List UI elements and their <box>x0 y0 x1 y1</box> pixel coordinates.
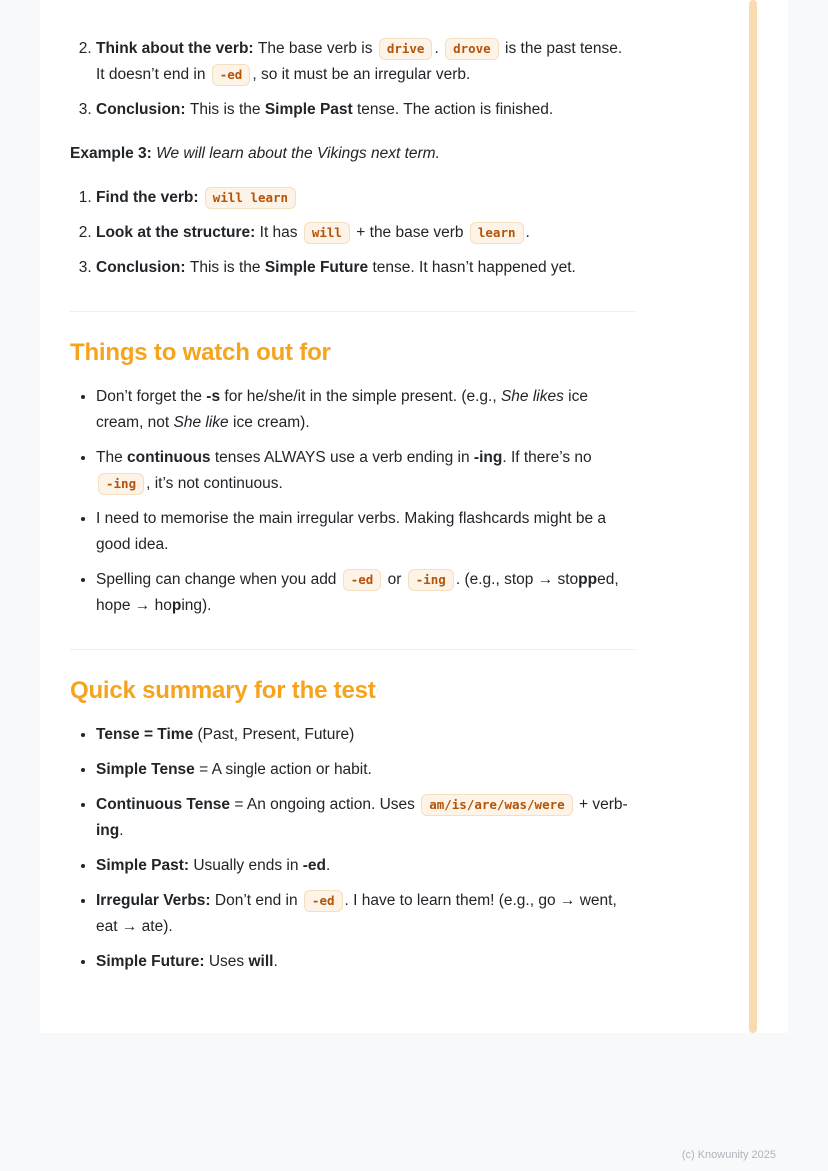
text-segment: This is the <box>189 259 265 276</box>
text-segment: pp <box>578 571 598 588</box>
code-chip: -ed <box>212 64 251 86</box>
code-chip: -ing <box>98 473 144 495</box>
text-segment: The base verb is <box>257 40 377 57</box>
text-segment: ice cream, not <box>96 388 588 431</box>
text-segment: It has <box>259 224 302 241</box>
code-chip: -ed <box>343 569 382 591</box>
code-chip: drove <box>445 38 499 60</box>
list-item <box>96 949 635 975</box>
bullet-list-quick-summary <box>70 722 635 975</box>
text-segment: . <box>119 822 124 839</box>
code-chip: am/is/are/was/were <box>421 794 572 816</box>
text-segment: . If there’s no <box>502 449 592 466</box>
bullet-list-watch-out <box>70 384 635 619</box>
text-segment: + verb- <box>574 796 628 813</box>
list-item <box>96 445 635 497</box>
text-segment: Simple Past <box>264 101 353 118</box>
code-chip: -ed <box>304 890 343 912</box>
text-segment: continuous <box>127 449 211 466</box>
text-segment: Don’t forget the <box>96 388 207 405</box>
text-segment: . <box>434 40 444 57</box>
list-item <box>96 757 635 783</box>
text-segment: p <box>171 597 182 614</box>
text-segment: tenses ALWAYS use a verb ending in <box>210 449 474 466</box>
text-segment: ed, hope → ho <box>96 571 619 614</box>
text-segment: We will learn about the Vikings next term. <box>156 145 440 162</box>
section-heading-watch-out: Things to watch out for <box>70 339 331 366</box>
text-segment: Look at the structure: <box>96 224 260 241</box>
list-item <box>96 722 635 748</box>
numbered-list-steps-2 <box>70 185 635 281</box>
text-segment: will <box>248 953 274 970</box>
text-segment: This is the <box>189 101 265 118</box>
text-segment: Usually ends in <box>189 857 303 874</box>
document-content <box>40 0 635 1033</box>
document-card <box>40 0 788 1033</box>
text-segment: for he/she/it in the simple present. (e.g., <box>220 388 501 405</box>
section-heading-quick-summary: Quick summary for the test <box>70 677 376 704</box>
text-segment: tense. The action is finished. <box>352 101 554 118</box>
text-segment: ing <box>96 822 120 839</box>
list-item <box>96 853 635 879</box>
list-item <box>96 36 635 88</box>
code-chip: learn <box>470 222 524 244</box>
text-segment: = A single action or habit. <box>194 761 372 778</box>
text-segment: , so it must be an irregular verb. <box>252 66 471 83</box>
numbered-list-steps-1 <box>70 36 635 123</box>
text-segment: . <box>326 857 331 874</box>
text-segment: Find the verb: <box>96 189 203 206</box>
text-segment: Uses <box>204 953 249 970</box>
list-item <box>96 97 635 123</box>
text-segment: Conclusion: <box>96 259 190 276</box>
code-chip: drive <box>379 38 433 60</box>
list-item <box>96 255 635 281</box>
text-segment: -ing <box>473 449 503 466</box>
text-segment: Conclusion: <box>96 101 190 118</box>
text-segment: or <box>383 571 406 588</box>
text-segment: ice cream). <box>228 414 310 431</box>
code-chip: will learn <box>205 187 296 209</box>
text-segment: -s <box>206 388 221 405</box>
text-segment: ing). <box>181 597 212 614</box>
list-item <box>96 567 635 619</box>
list-item <box>96 506 635 558</box>
text-segment: = An ongoing action. Uses <box>230 796 420 813</box>
accent-bar <box>749 0 757 1033</box>
text-segment: Don’t end in <box>210 892 302 909</box>
text-segment: The <box>96 449 128 466</box>
list-item <box>96 220 635 246</box>
text-segment: + the base verb <box>351 224 468 241</box>
text-segment: tense. It hasn’t happened yet. <box>368 259 576 276</box>
text-segment: She like <box>173 414 229 431</box>
text-segment: I need to memorise the main irregular verbs. Making flashcards might be a good idea. <box>96 510 607 553</box>
text-segment: . <box>273 953 278 970</box>
text-segment: Simple Tense <box>96 761 195 778</box>
list-item <box>96 185 635 211</box>
text-segment: Simple Future <box>264 259 369 276</box>
code-chip: -ing <box>408 569 454 591</box>
example-line <box>70 141 635 167</box>
section-divider <box>70 649 635 650</box>
text-segment: Simple Past: <box>96 857 190 874</box>
footer-copyright: (c) Knowunity 2025 <box>681 1149 776 1161</box>
section-divider <box>70 311 635 312</box>
text-segment: Think about the verb: <box>96 40 258 57</box>
code-chip: will <box>304 222 350 244</box>
text-segment: -ed <box>302 857 327 874</box>
list-item <box>96 792 635 844</box>
text-segment: . (e.g., stop → sto <box>455 571 579 588</box>
text-segment: . <box>525 224 530 241</box>
text-segment: is the past tense. It doesn’t end in <box>96 40 623 83</box>
text-segment: Example 3: <box>70 145 157 162</box>
list-item <box>96 384 635 436</box>
text-segment: Spelling can change when you add <box>96 571 341 588</box>
text-segment: . I have to learn them! (e.g., go → went, eat → ate). <box>96 892 617 935</box>
text-segment: Irregular Verbs: <box>96 892 211 909</box>
text-segment: She likes <box>500 388 564 405</box>
text-segment: Tense = Time <box>96 726 194 743</box>
text-segment: Simple Future: <box>96 953 205 970</box>
list-item <box>96 888 635 940</box>
text-segment: (Past, Present, Future) <box>193 726 355 743</box>
text-segment: , it’s not continuous. <box>146 475 283 492</box>
text-segment: Continuous Tense <box>96 796 231 813</box>
